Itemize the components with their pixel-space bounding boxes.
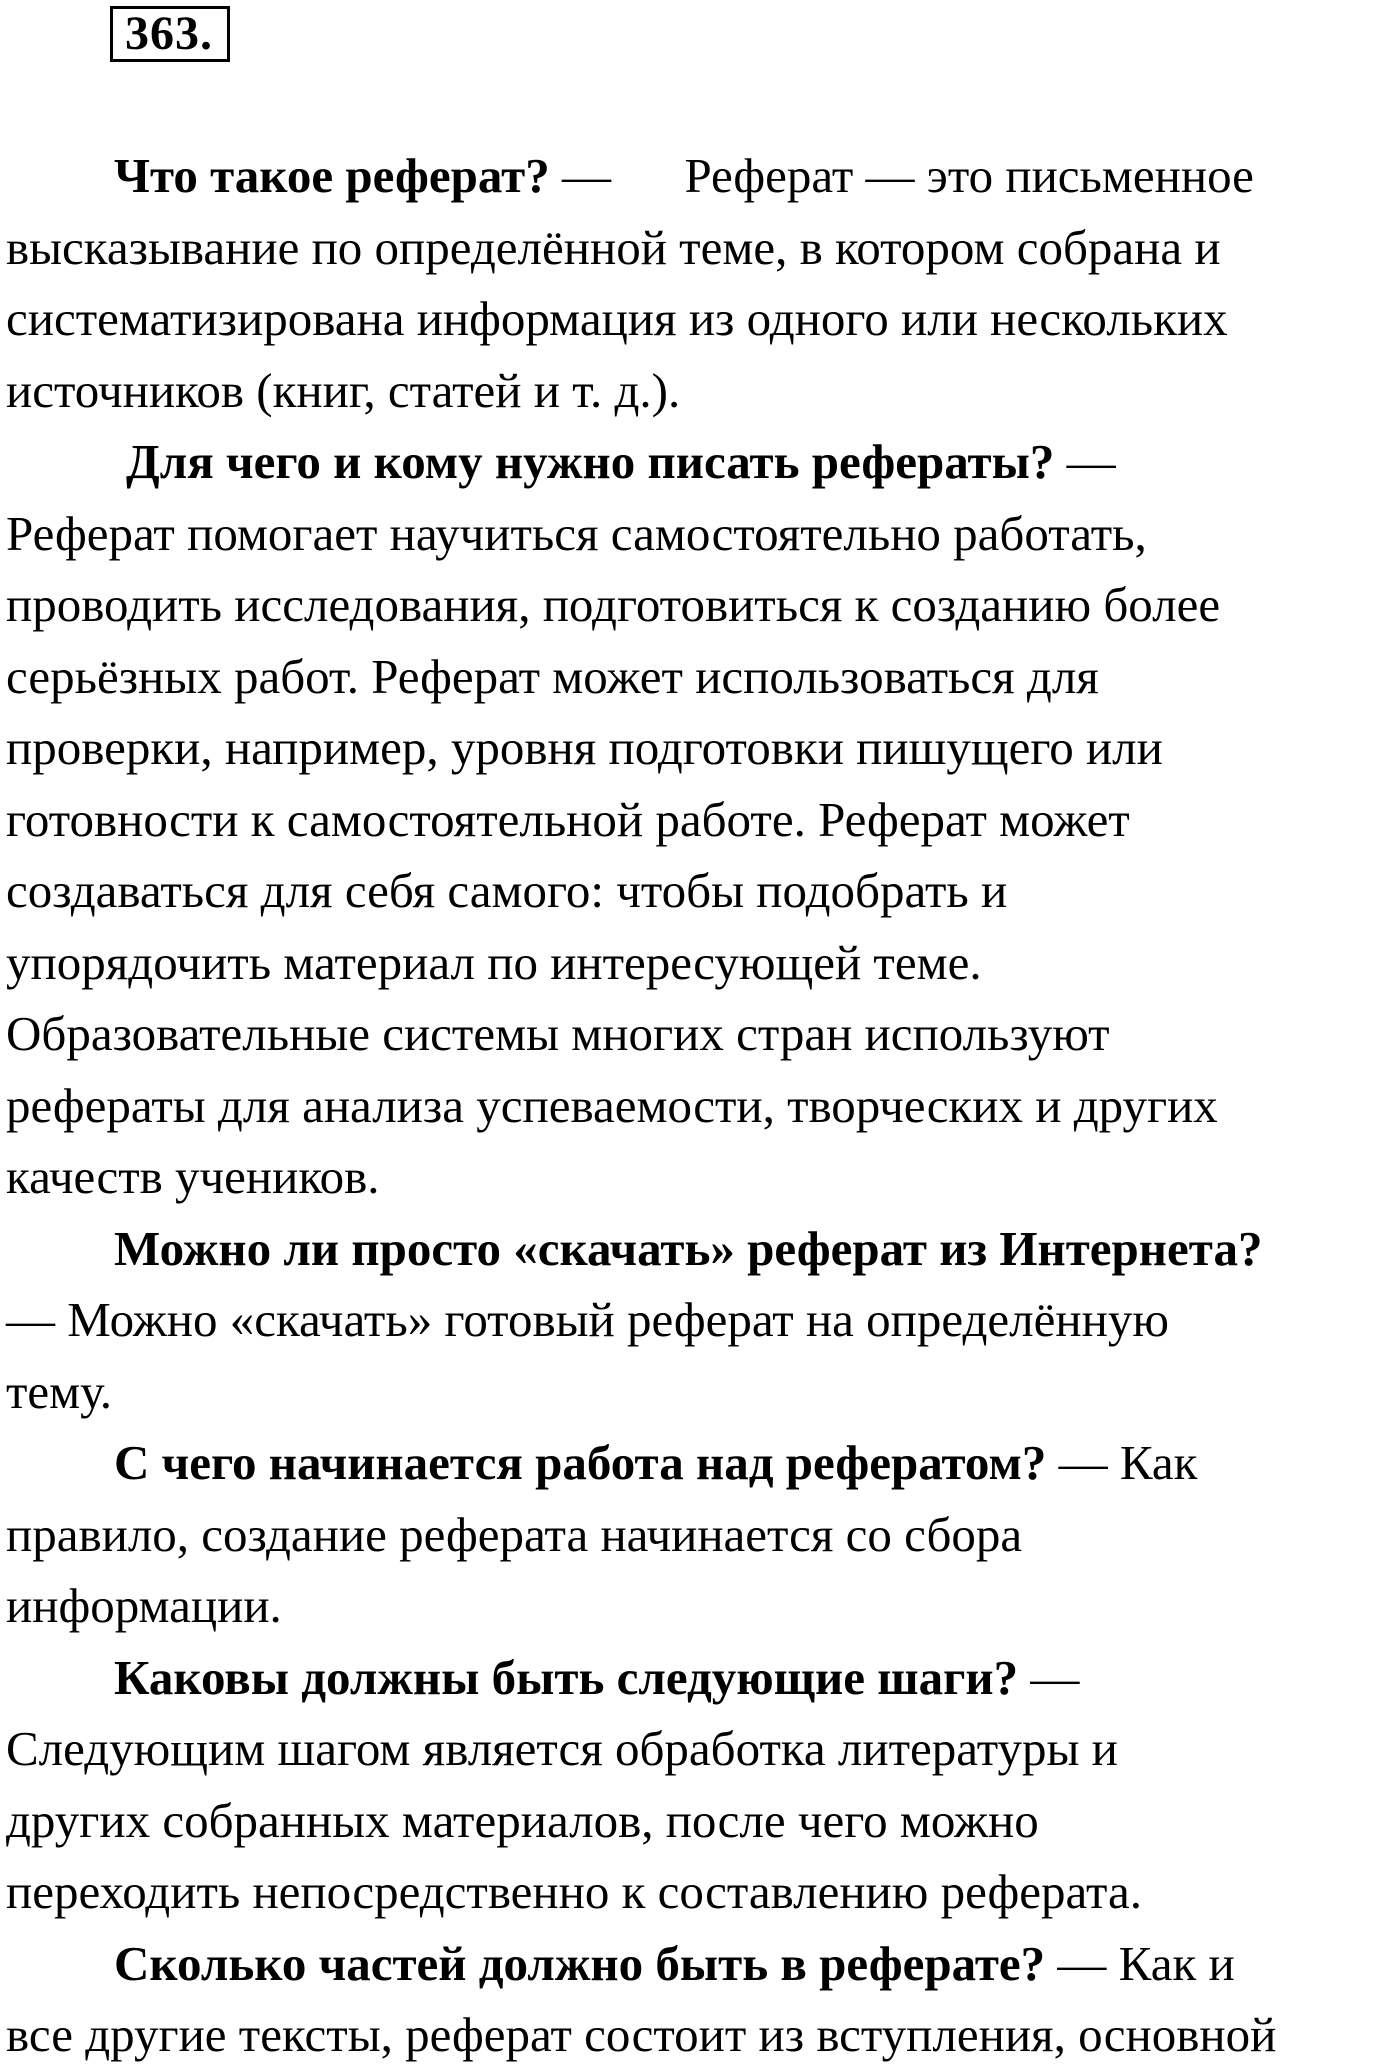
paragraph-line: готовности к самостоятельной работе. Реферат может: [6, 791, 1130, 847]
paragraph-line: проводить исследования, подготовиться к созданию более: [6, 577, 1221, 632]
paragraph-line: систематизирована информация из одного или нескольких: [6, 291, 1228, 346]
question-heading: С чего начинается работа над рефератом?: [114, 1435, 1047, 1490]
question-dash: —: [549, 148, 611, 203]
paragraph-line: правило, создание реферата начинается со сбора: [6, 1506, 1023, 1562]
paragraph-line: переходить непосредственно к составлению реферата.: [6, 1864, 1142, 1919]
question-heading: Каковы должны быть следующие шаги?: [114, 1649, 1019, 1705]
paragraph-line: упорядочить материал по интересующей теме.: [6, 934, 982, 990]
paragraph-line: Реферат — это письменное: [610, 148, 1254, 203]
paragraph-line: серьёзных работ. Реферат может использоваться для: [6, 648, 1099, 704]
paragraph-line: качеств учеников.: [6, 1149, 380, 1204]
question-dash: — Как: [1046, 1435, 1198, 1490]
paragraph-download: [6, 1213, 1400, 1428]
paragraph-line: высказывание по определённой теме, в котором собрана и: [6, 219, 1221, 275]
paragraph-line: рефераты для анализа успеваемости, творческих и других: [6, 1077, 1218, 1133]
paragraph-line: Реферат помогает научиться самостоятельно работать,: [6, 505, 1147, 561]
exercise-number-box: [110, 6, 230, 62]
paragraph-line: Образовательные системы многих стран используют: [6, 1006, 1110, 1061]
paragraph-line: — Можно «скачать» готовый реферат на определённую: [6, 1292, 1169, 1347]
paragraph-line: Следующим шагом является обработка литературы и: [6, 1721, 1118, 1776]
paragraph-where-to-start: [6, 1427, 1400, 1642]
paragraph-line: все другие тексты, реферат состоит из вступления, основной: [6, 2007, 1277, 2062]
paragraph-why-write: [6, 426, 1400, 1213]
exercise-number: 363.: [125, 7, 213, 60]
paragraph-what-is-referat: [6, 140, 1400, 426]
question-heading: Можно ли просто «скачать» реферат из Интернета?: [114, 1220, 1263, 1276]
paragraph-line: информации.: [6, 1578, 282, 1633]
paragraph-how-many-parts: [6, 1928, 1400, 2071]
paragraph-next-steps: [6, 1642, 1400, 1928]
question-dash: —: [1018, 1649, 1080, 1705]
paragraph-line: источников (книг, статей и т. д.).: [6, 362, 681, 418]
paragraph-line: тему.: [6, 1363, 113, 1419]
answer-text: [6, 140, 1400, 2071]
paragraph-line: других собранных материалов, после чего можно: [6, 1792, 1039, 1848]
question-dash: —: [1054, 434, 1116, 489]
question-heading: Сколько частей должно быть в реферате?: [114, 1935, 1046, 1991]
question-heading: Для чего и кому нужно писать рефераты?: [126, 434, 1055, 489]
paragraph-line: проверки, например, уровня подготовки пишущего или: [6, 720, 1163, 775]
paragraph-line: создаваться для себя самого: чтобы подобрать и: [6, 863, 1008, 918]
question-dash: — Как и: [1045, 1935, 1235, 1991]
question-heading: Что такое реферат?: [114, 148, 550, 203]
